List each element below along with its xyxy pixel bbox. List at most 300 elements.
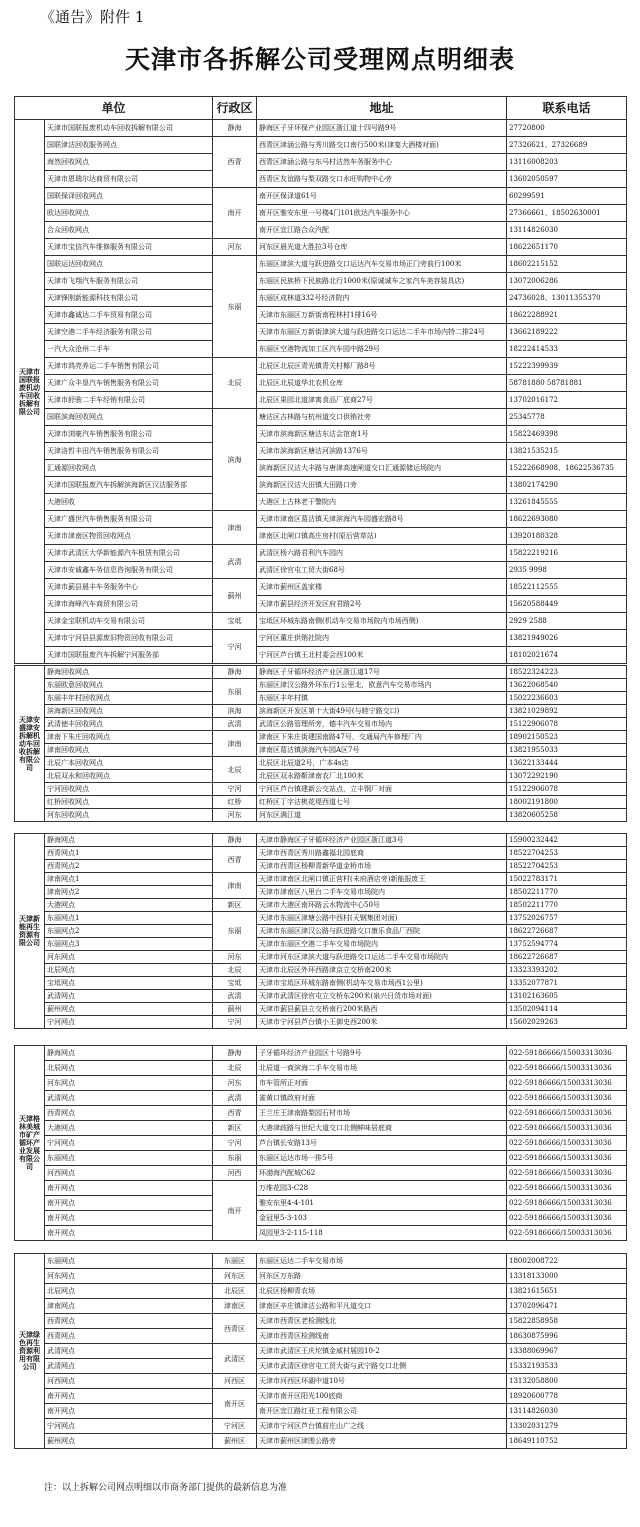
company-table-0: [14, 96, 627, 664]
address-cell: 武清区杨六路君利汽车园内: [257, 545, 507, 562]
unit-cell: 河东网点: [45, 1269, 213, 1284]
phone-cell: 13502094114: [507, 1003, 627, 1016]
unit-cell: 天津市宝信汽车维修服务有限公司: [45, 239, 213, 256]
table-row: [15, 596, 627, 613]
table-row: [15, 528, 627, 545]
table-row: [15, 341, 627, 358]
phone-cell: 18222414533: [507, 341, 627, 358]
unit-cell: 西青网点: [45, 1329, 213, 1344]
district-cell: 静海: [213, 834, 257, 847]
unit-cell: 国联滨海回收网点: [45, 409, 213, 426]
address-cell: 北辰道一商滨海二手车交易市场: [257, 1061, 507, 1076]
phone-cell: 13323393202: [507, 964, 627, 977]
table-row: [15, 239, 627, 256]
address-cell: 西青区津涵公路与东马村沽然车务服务中心: [257, 154, 507, 171]
unit-cell: 东丽网点: [45, 1151, 213, 1166]
phone-cell: 13622133444: [507, 757, 627, 770]
unit-cell: 滨海新区回收网点: [45, 705, 213, 718]
phone-cell: 24736028、13011355370: [507, 290, 627, 307]
phone-cell: 18622693080: [507, 511, 627, 528]
unit-cell: 天津空港二手车经济服务有限公司: [45, 324, 213, 341]
district-cell: 西青: [213, 847, 257, 873]
phone-cell: 13116008203: [507, 154, 627, 171]
unit-cell: 津南网点2: [45, 886, 213, 899]
address-cell: 天津市武清区王庆坨镇金威村展园10-2: [257, 1344, 507, 1359]
table-row: [15, 925, 627, 938]
table-row: [15, 666, 627, 679]
phone-cell: 2935 9998: [507, 562, 627, 579]
address-cell: 天津市南开区阳光100底商: [257, 1389, 507, 1404]
phone-cell: 27366661、18502630001: [507, 205, 627, 222]
address-cell: 宁河区董庄供销社院内: [257, 630, 507, 647]
phone-cell: 18002008722: [507, 1254, 627, 1269]
phone-cell: 13132058800: [507, 1374, 627, 1389]
address-cell: 天津市静海区子牙循环经济产业园区浙江道3号: [257, 834, 507, 847]
district-cell: 滨海: [213, 409, 257, 511]
unit-cell: 静海网点: [45, 834, 213, 847]
address-cell: 东丽区成林道332号经济院内: [257, 290, 507, 307]
unit-cell: 津南下朱庄回收网点: [45, 731, 213, 744]
unit-cell: 天津市海峰汽车商贸有限公司: [45, 596, 213, 613]
unit-cell: 天津市国联报废机动车回收拆解有限公司: [45, 120, 213, 137]
address-cell: 大港区上古林老干警院内: [257, 494, 507, 511]
address-cell: 静海区子牙循环经济产业区浙江道17号: [257, 666, 507, 679]
table-row: [15, 1404, 627, 1419]
unit-cell: 东丽网点3: [45, 938, 213, 951]
unit-cell: 津南网点: [45, 1299, 213, 1314]
header-phone: 联系电话: [507, 97, 627, 120]
table-row: [15, 460, 627, 477]
phone-cell: 15122906078: [507, 718, 627, 731]
phone-cell: 022-59186666/15003313036: [507, 1076, 627, 1091]
address-cell: 北辰区果园北道津寓食品厂底商27号: [257, 392, 507, 409]
address-cell: 天津市北辰区外环西路津京立交桥南200米: [257, 964, 507, 977]
address-cell: 东丽区民族桥下民族路北行1000米(原诚诚车之家汽车美容装具店): [257, 273, 507, 290]
phone-cell: 13302031279: [507, 1419, 627, 1434]
document-prefix: 《通告》附件 1: [40, 8, 145, 26]
district-cell: 武清区: [213, 1344, 257, 1374]
company-table-3: [14, 1045, 627, 1241]
address-cell: 天津市东丽区津汉公路与跃进路交口康乐食品厂西院: [257, 925, 507, 938]
table-row: [15, 511, 627, 528]
company-name-cell: 天津安盛津安拆解机动车回收拆解有限公司: [15, 666, 45, 822]
unit-cell: 汇通源回收网点: [45, 460, 213, 477]
address-cell: 王兰庄王津南路梨园石材市场: [257, 1106, 507, 1121]
phone-cell: 18902150523: [507, 731, 627, 744]
unit-cell: 合众回收网点: [45, 222, 213, 239]
table-row: [15, 222, 627, 239]
table-row: [15, 1211, 627, 1226]
table-row: [15, 964, 627, 977]
district-cell: 西青: [213, 1106, 257, 1121]
address-cell: 天津市西青区老检测线北: [257, 1314, 507, 1329]
phone-cell: 022-59186666/15003313036: [507, 1226, 627, 1241]
phone-cell: 13802174290: [507, 477, 627, 494]
address-cell: 滨海新区汉沽大丰路与唐津高速闸道交口汇通源储运场院内: [257, 460, 507, 477]
address-cell: 天津市西青区杨柳青新华道金桥市场: [257, 860, 507, 873]
district-cell: 新区: [213, 899, 257, 912]
address-cell: 北辰区北辰道2号，广本4s店: [257, 757, 507, 770]
unit-cell: 天津广盛世汽车销售服务有限公司: [45, 511, 213, 528]
unit-cell: 西青网点: [45, 1106, 213, 1121]
address-cell: 河东区晨光道大胜拉3号仓库: [257, 239, 507, 256]
table-row: [15, 630, 627, 647]
unit-cell: 津南网点1: [45, 873, 213, 886]
address-cell: 北辰区北辰道华北农机仓库: [257, 375, 507, 392]
phone-cell: 18002191800: [507, 796, 627, 809]
phone-cell: 18602215152: [507, 256, 627, 273]
unit-cell: 河东回收网点: [45, 809, 213, 822]
table-row: [15, 1091, 627, 1106]
address-cell: 天津市蓟州区津围公路旁: [257, 1434, 507, 1449]
table-row: [15, 358, 627, 375]
table-row: [15, 562, 627, 579]
table-row: [15, 899, 627, 912]
table-row: [15, 1151, 627, 1166]
table-row: [15, 1299, 627, 1314]
unit-cell: 东丽网点2: [45, 925, 213, 938]
phone-cell: 15822858958: [507, 1314, 627, 1329]
unit-cell: 天津市津南区物资回收网点: [45, 528, 213, 545]
table-row: [15, 1166, 627, 1181]
address-cell: 津南区葛沽镇滨海汽车园A区7号: [257, 744, 507, 757]
unit-cell: 东丽丰年村回收网点: [45, 692, 213, 705]
table-row: [15, 154, 627, 171]
phone-cell: 022-59186666/15003313036: [507, 1211, 627, 1226]
district-cell: 西青: [213, 137, 257, 188]
unit-cell: 北辰广本回收网点: [45, 757, 213, 770]
district-cell: 宁河: [213, 1016, 257, 1029]
address-cell: 东丽区运达市场一排5号: [257, 1151, 507, 1166]
phone-cell: 25345778: [507, 409, 627, 426]
address-cell: 东丽区运达二手车交易市场: [257, 1254, 507, 1269]
table-row: [15, 1121, 627, 1136]
phone-cell: 15620588449: [507, 596, 627, 613]
address-cell: 天津市东丽区空港二手车交易市场院内: [257, 938, 507, 951]
unit-cell: 宁河网点: [45, 1016, 213, 1029]
company-table-1: [14, 665, 627, 822]
address-cell: 天津市东丽区万新街南程林村1排16号: [257, 307, 507, 324]
address-cell: 东丽区空港物流加工区汽车园中路29号: [257, 341, 507, 358]
phone-cell: 13388069967: [507, 1344, 627, 1359]
district-cell: 宁河区: [213, 1419, 257, 1434]
district-cell: 河东: [213, 951, 257, 964]
address-cell: 天津市东丽区津塘公路中西村(天钢集团对面): [257, 912, 507, 925]
unit-cell: 天津市浏豪汽车销售服务有限公司: [45, 426, 213, 443]
table-row: [15, 951, 627, 964]
table-row: [15, 977, 627, 990]
district-cell: 宝坻: [213, 613, 257, 630]
unit-cell: 静海回收网点: [45, 666, 213, 679]
unit-cell: 天津锋刚新能源科技有限公司: [45, 290, 213, 307]
address-cell: 天津市津南区葛沽镇天津滨海汽车园盛宏路8号: [257, 511, 507, 528]
unit-cell: 北辰网点: [45, 1061, 213, 1076]
table-row: [15, 1314, 627, 1329]
company-name-cell: 天津绿色再生资源利用有限公司: [15, 1254, 45, 1449]
unit-cell: 天津市国联报废汽车拆解滨海新区汉沽服务部: [45, 477, 213, 494]
address-cell: 天津市滨海新区塘沽东沽会馆南1号: [257, 426, 507, 443]
table-row: [15, 290, 627, 307]
phone-cell: 13114826030: [507, 1404, 627, 1419]
unit-cell: 天津市舒骏二手车经销有限公司: [45, 392, 213, 409]
address-cell: 天津市津南区八里台二手车交易市场院内: [257, 886, 507, 899]
district-cell: 武清: [213, 990, 257, 1003]
unit-cell: 天津市飞翔汽车服务有限公司: [45, 273, 213, 290]
header-district: 行政区: [213, 97, 257, 120]
district-cell: 津南区: [213, 1299, 257, 1314]
unit-cell: 宝坻网点: [45, 977, 213, 990]
phone-cell: 13318133000: [507, 1269, 627, 1284]
district-cell: 南开区: [213, 1389, 257, 1419]
phone-cell: 13920180328: [507, 528, 627, 545]
district-cell: 北辰: [213, 358, 257, 409]
phone-cell: 15332193533: [507, 1359, 627, 1374]
unit-cell: 南开网点: [45, 1211, 213, 1226]
unit-cell: 武清网点: [45, 1091, 213, 1106]
table-row: [15, 1136, 627, 1151]
header-unit: 单位: [15, 97, 213, 120]
address-cell: 雅安东里4-4-101: [257, 1196, 507, 1211]
district-cell: 北辰: [213, 964, 257, 977]
phone-cell: 2929 2588: [507, 613, 627, 630]
header-address: 地址: [257, 97, 507, 120]
company-name-cell: 天津新能再生资源有限公司: [15, 834, 45, 1029]
table-row: [15, 886, 627, 899]
unit-cell: 天津市国联报废汽车拆解宁河服务部: [45, 647, 213, 664]
unit-cell: 南开网点: [45, 1404, 213, 1419]
address-cell: 北辰区双永路靳津南农厂北100米: [257, 770, 507, 783]
table-row: [15, 1374, 627, 1389]
phone-cell: 022-59186666/15003313036: [507, 1136, 627, 1151]
unit-cell: 河东网点: [45, 1076, 213, 1091]
company-table-4: [14, 1253, 627, 1449]
district-cell: 津南: [213, 873, 257, 899]
address-cell: 南开区雅安东里一号楼4门101欧达汽车服务中心: [257, 205, 507, 222]
unit-cell: 天津市宁河县县源废旧物资回收有限公司: [45, 630, 213, 647]
table-row: [15, 494, 627, 511]
district-cell: 东丽: [213, 1151, 257, 1166]
phone-cell: 15022783171: [507, 873, 627, 886]
table-row: [15, 770, 627, 783]
district-cell: 东丽区: [213, 1254, 257, 1269]
district-cell: 南开: [213, 1181, 257, 1241]
address-cell: 静海区子牙环保产业园区浙江道十四号路9号: [257, 120, 507, 137]
address-cell: 市车管所正对面: [257, 1076, 507, 1091]
table-row: [15, 426, 627, 443]
phone-cell: 13752594774: [507, 938, 627, 951]
district-cell: 静海: [213, 1046, 257, 1061]
unit-cell: 国联津沽回收服务网点: [45, 137, 213, 154]
table-row: [15, 375, 627, 392]
address-cell: 西青区津涵公路与秀川路交口南行500米(津宴大酒楼对面): [257, 137, 507, 154]
address-cell: 大港津歧路与世纪大道交口北侧鲜味居底商: [257, 1121, 507, 1136]
phone-cell: 13662189222: [507, 324, 627, 341]
table-row: [15, 1359, 627, 1374]
table-row: [15, 392, 627, 409]
address-cell: 万维花园3-C28: [257, 1181, 507, 1196]
address-cell: 宝坻区环城东路南侧(机动车交易市场院内市场西侧): [257, 613, 507, 630]
address-cell: 滨海新区汉沽大田镇大田路口旁: [257, 477, 507, 494]
company-name-cell: 天津市国联报废机动车回收拆解有限公司: [15, 120, 45, 664]
address-cell: 宁河区芦台镇建新公交站点，立丰钢厂对面: [257, 783, 507, 796]
address-cell: 凤园里3-2-115-118: [257, 1226, 507, 1241]
phone-cell: 13820605258: [507, 809, 627, 822]
phone-cell: 13702096471: [507, 1299, 627, 1314]
address-cell: 南开区宜江路红亚工程有限公司: [257, 1404, 507, 1419]
district-cell: 武清: [213, 545, 257, 579]
table-row: [15, 188, 627, 205]
table-row: [15, 1389, 627, 1404]
table-row: [15, 757, 627, 770]
district-cell: 武清: [213, 1091, 257, 1106]
phone-cell: 15822469398: [507, 426, 627, 443]
table-row: [15, 938, 627, 951]
table-row: [15, 1196, 627, 1211]
table-row: [15, 137, 627, 154]
address-cell: 塘沽区吉林路与杭州道交口供销社旁: [257, 409, 507, 426]
address-cell: 北辰区北辰区青光镇青关村椰厂路8号: [257, 358, 507, 375]
address-cell: 子牙循环经济产业园区十号路9号: [257, 1046, 507, 1061]
table-row: [15, 120, 627, 137]
district-cell: 津南: [213, 731, 257, 757]
table-row: [15, 1016, 627, 1029]
unit-cell: 西青网点: [45, 1314, 213, 1329]
phone-cell: 60299591: [507, 188, 627, 205]
address-cell: 天津市武清区徐官屯工贸大街与武宁路交口北侧: [257, 1359, 507, 1374]
unit-cell: 武清网点: [45, 990, 213, 1003]
unit-cell: 北辰双永和回收网点: [45, 770, 213, 783]
district-cell: 新区: [213, 1121, 257, 1136]
district-cell: 河东区: [213, 1269, 257, 1284]
unit-cell: 北辰网点: [45, 964, 213, 977]
address-cell: 津南区下朱庄街建国南路47号，交通局汽车修理厂内: [257, 731, 507, 744]
unit-cell: 东丽欧意回收网点: [45, 679, 213, 692]
address-cell: 天津市宁河区芦台镇前庄山广之线: [257, 1419, 507, 1434]
district-cell: 静海: [213, 120, 257, 137]
unit-cell: 南开网点: [45, 1226, 213, 1241]
phone-cell: 15022236603: [507, 692, 627, 705]
address-cell: 天津市蓟县经济开发区府君路2号: [257, 596, 507, 613]
unit-cell: 大港回收: [45, 494, 213, 511]
phone-cell: 13821615651: [507, 1284, 627, 1299]
phone-cell: 18622651170: [507, 239, 627, 256]
phone-cell: 15122906078: [507, 783, 627, 796]
phone-cell: 13821949026: [507, 630, 627, 647]
unit-cell: 河西网点: [45, 1166, 213, 1181]
table-row: [15, 545, 627, 562]
phone-cell: 022-59186666/15003313036: [507, 1166, 627, 1181]
table-row: [15, 579, 627, 596]
district-cell: 武清: [213, 718, 257, 731]
unit-cell: 东丽网点: [45, 1254, 213, 1269]
address-cell: 东丽区丰年村镇: [257, 692, 507, 705]
phone-cell: 18522112555: [507, 579, 627, 596]
table-row: [15, 1046, 627, 1061]
address-cell: 南开区宜江路合众汽配: [257, 222, 507, 239]
district-cell: 红桥: [213, 796, 257, 809]
phone-cell: 15222668908、18622536735: [507, 460, 627, 477]
page-title: 天津市各拆解公司受理网点明细表: [124, 45, 515, 74]
phone-cell: 022-59186666/15003313036: [507, 1106, 627, 1121]
table-row: [15, 171, 627, 188]
unit-cell: 天津市武清区大华新能源汽车租赁有限公司: [45, 545, 213, 562]
address-cell: 津南区北闸口镇高庄房村(原后营草站): [257, 528, 507, 545]
address-cell: 天津市宁河县芦台镇小王御史西200米: [257, 1016, 507, 1029]
unit-cell: 一汽大众沧州二手车: [45, 341, 213, 358]
table-row: [15, 307, 627, 324]
table-row: [15, 324, 627, 341]
table-row: [15, 912, 627, 925]
unit-cell: 西青网点2: [45, 860, 213, 873]
phone-cell: 022-59186666/15003313036: [507, 1181, 627, 1196]
table-row: [15, 679, 627, 692]
address-cell: 东丽区津汉公路外环东行1公里北，欧意汽车交易市场内: [257, 679, 507, 692]
unit-cell: 南开网点: [45, 1389, 213, 1404]
unit-cell: 蓟州网点: [45, 1434, 213, 1449]
table-row: [15, 273, 627, 290]
address-cell: 天津市河西区环湖中道10号: [257, 1374, 507, 1389]
table-row: [15, 477, 627, 494]
table-row: [15, 1003, 627, 1016]
address-cell: 天津市津南区北闸口镇正营村(未府酒店旁)新能报废王: [257, 873, 507, 886]
district-cell: 静海: [213, 666, 257, 679]
address-cell: 津南区辛庄镇津沽公路和平凡道交口: [257, 1299, 507, 1314]
phone-cell: 13821029892: [507, 705, 627, 718]
unit-cell: 国联保泽回收网点: [45, 188, 213, 205]
address-cell: 天津市宝坻区环城东路南侧(机动车交易市场西1公里): [257, 977, 507, 990]
unit-cell: 河东网点: [45, 951, 213, 964]
phone-cell: 15900232442: [507, 834, 627, 847]
phone-cell: 15602029263: [507, 1016, 627, 1029]
phone-cell: 18920600778: [507, 1389, 627, 1404]
table-row: [15, 873, 627, 886]
unit-cell: 河西网点: [45, 1374, 213, 1389]
unit-cell: 国联运达回收网点: [45, 256, 213, 273]
phone-cell: 13821955033: [507, 744, 627, 757]
table-row: [15, 990, 627, 1003]
table-row: [15, 1344, 627, 1359]
district-cell: 滨海: [213, 705, 257, 718]
district-cell: 宁河: [213, 783, 257, 796]
phone-cell: 18630875996: [507, 1329, 627, 1344]
table-row: [15, 847, 627, 860]
district-cell: 宁河: [213, 630, 257, 664]
table-row: [15, 1434, 627, 1449]
district-cell: 河西: [213, 1166, 257, 1181]
table-header: [15, 97, 627, 120]
phone-cell: 18522704253: [507, 847, 627, 860]
phone-cell: 022-59186666/15003313036: [507, 1121, 627, 1136]
table-row: [15, 1076, 627, 1091]
address-cell: 东丽区津滨大道与跃进路交口运达汽车交易市场正门旁前行100米: [257, 256, 507, 273]
table-row: [15, 1419, 627, 1434]
unit-cell: 宁河网点: [45, 1136, 213, 1151]
district-cell: 蓟州: [213, 579, 257, 613]
unit-cell: 南开网点: [45, 1196, 213, 1211]
table-row: [15, 1269, 627, 1284]
unit-cell: 天津金宝联机动车交易有限公司: [45, 613, 213, 630]
address-cell: 天津市西青区检测线南: [257, 1329, 507, 1344]
address-cell: 天津市蓟县蓟县立交桥南行200米路西: [257, 1003, 507, 1016]
phone-cell: 022-59186666/15003313036: [507, 1091, 627, 1106]
unit-cell: 武清网点: [45, 1344, 213, 1359]
phone-cell: 18502211770: [507, 899, 627, 912]
phone-cell: 18502211770: [507, 886, 627, 899]
unit-cell: 西青网点1: [45, 847, 213, 860]
table-row: [15, 1254, 627, 1269]
company-name-cell: 天津格林美城市矿产循环产业发展有限公司: [15, 1046, 45, 1241]
table-row: [15, 718, 627, 731]
